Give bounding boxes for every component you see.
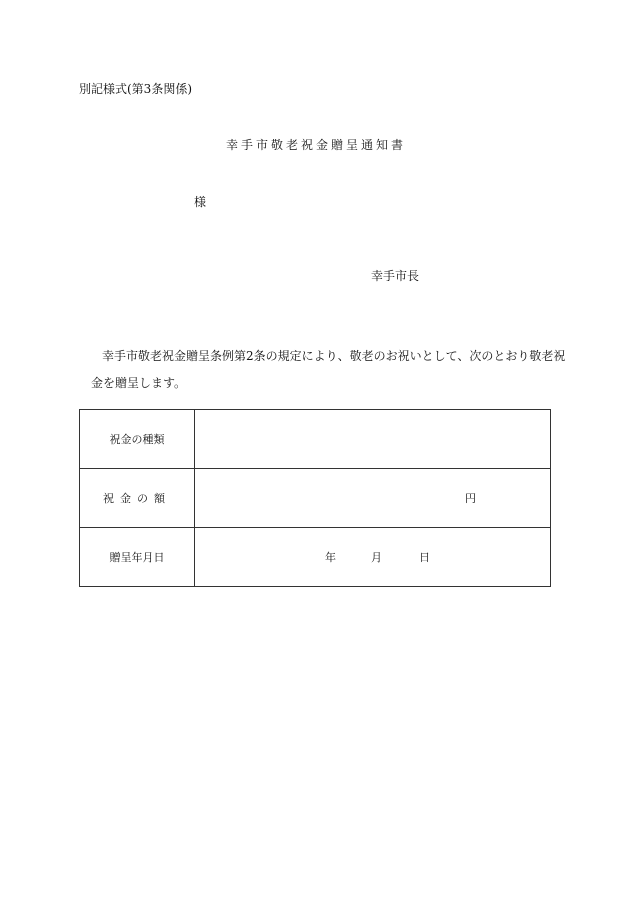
table-row-date <box>80 528 551 587</box>
table-row-type <box>80 410 551 469</box>
value-grant-amount <box>195 469 551 528</box>
body-text-line-2: 金を贈呈します。 <box>91 376 187 390</box>
date-month-unit: 月 <box>371 551 382 564</box>
document-title: 幸手市敬老祝金贈呈通知書 <box>226 138 407 152</box>
label-grant-type: 祝金の種類 <box>80 410 195 469</box>
issuer-name: 幸手市長 <box>371 269 420 283</box>
grant-details-table <box>79 409 551 587</box>
form-reference: 別記様式(第3条関係) <box>79 82 192 96</box>
yen-unit: 円 <box>465 492 476 505</box>
label-grant-date: 贈呈年月日 <box>80 528 195 587</box>
recipient-honorific: 様 <box>194 195 207 209</box>
body-text-line-1: 幸手市敬老祝金贈呈条例第2条の規定により、敬老のお祝いとして、次のとおり敬老祝 <box>102 349 566 363</box>
value-grant-date <box>195 528 551 587</box>
value-grant-type <box>195 410 551 469</box>
table-row-amount <box>80 469 551 528</box>
date-day-unit: 日 <box>419 551 430 564</box>
label-grant-amount: 祝金の額 <box>80 469 195 528</box>
date-year-unit: 年 <box>325 551 336 564</box>
